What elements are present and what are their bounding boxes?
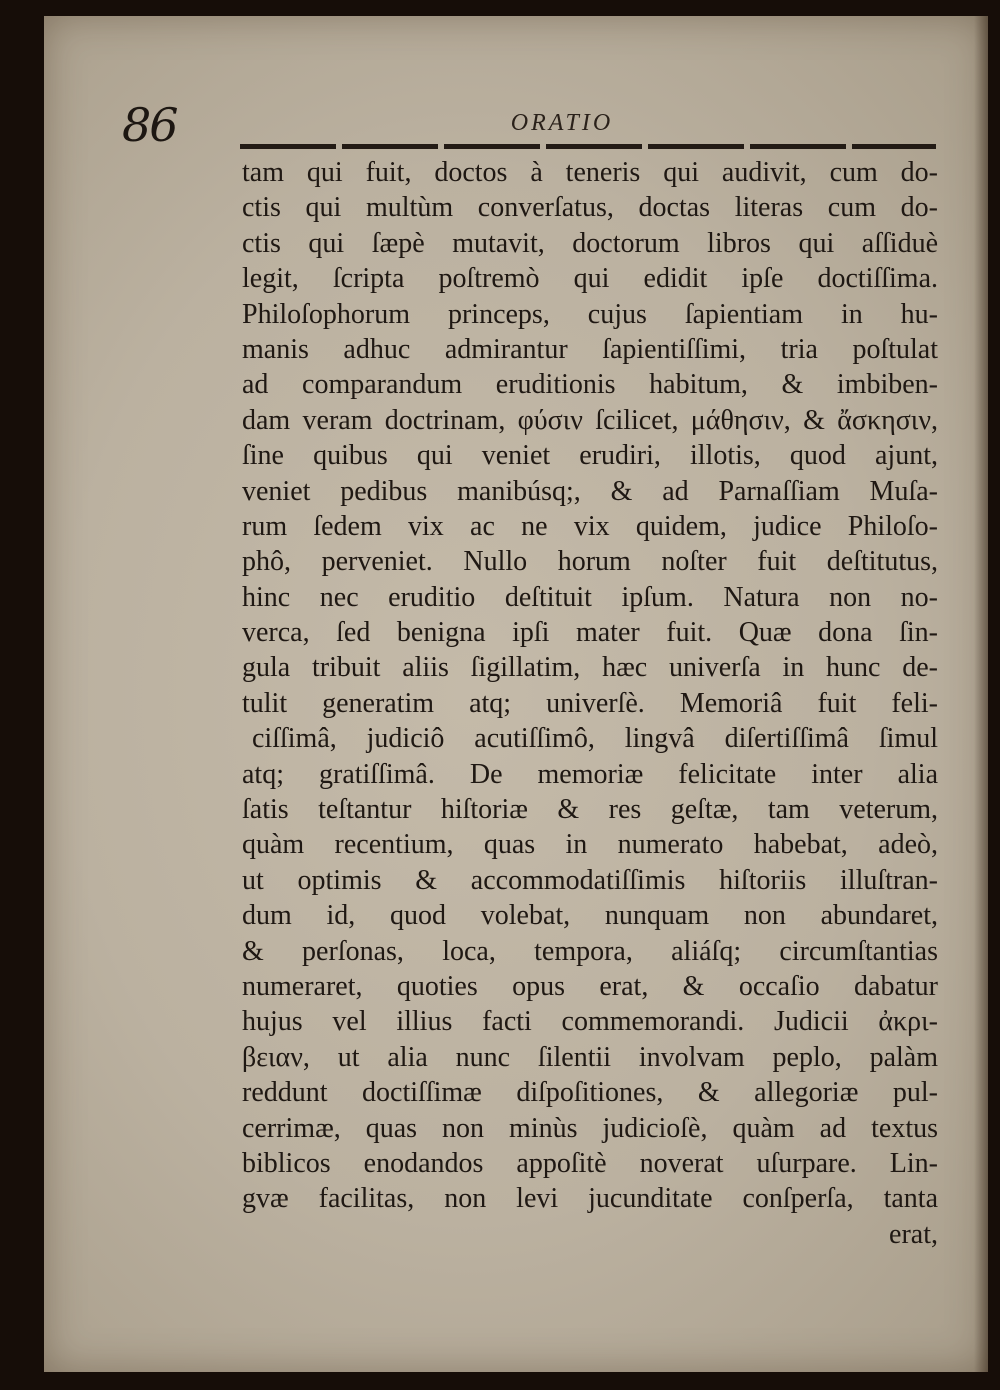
- text-line: ut optimis & accommodatiſſimis hiſtoriis illuſtran-: [242, 864, 938, 896]
- text-line: quàm recentium, quas in numerato habebat, adeò,: [242, 829, 938, 861]
- text-line: dum id, quod volebat, nunquam non abundaret,: [242, 900, 938, 932]
- text-line: gvæ facilitas, non levi jucunditate conſperſa, tanta: [242, 1183, 938, 1215]
- text-line: phô, perveniet. Nullo horum noſter fuit deſtitutus,: [242, 546, 938, 578]
- running-head: ORATIO: [510, 110, 614, 136]
- text-line: gula tribuit aliis ſigillatim, hæc univerſa in hunc de-: [242, 652, 938, 684]
- text-line: legit, ſcripta poſtremò qui edidit ipſe doctiſſima.: [242, 263, 938, 295]
- text-line: ctis qui multùm converſatus, doctas literas cum do-: [242, 192, 938, 224]
- page-edge-shadow: [974, 16, 988, 1372]
- text-line: & perſonas, loca, tempora, aliáſq; circumſtantias: [242, 935, 938, 967]
- text-line: reddunt doctiſſimæ diſpoſitiones, & allegoriæ pul-: [242, 1077, 938, 1109]
- text-line: Philoſophorum princeps, cujus ſapientiam in hu-: [242, 298, 938, 330]
- text-line: biblicos enodandos appoſitè noverat uſurpare. Lin-: [242, 1147, 938, 1179]
- page-number: 86: [122, 98, 177, 152]
- text-line: tulit generatim atq; univerſè. Memoriâ fuit feli-: [242, 687, 938, 719]
- text-line: ctis qui ſæpè mutavit, doctorum libros qui aſſiduè: [242, 227, 938, 259]
- text-line: manis adhuc admirantur ſapientiſſimi, tria poſtulat: [242, 333, 938, 365]
- body-text: [242, 155, 938, 1252]
- text-line: ſatis teſtantur hiſtoriæ & res geſtæ, tam veterum,: [242, 794, 938, 826]
- text-line: rum ſedem vix ac ne vix quidem, judice Philoſo-: [242, 510, 938, 542]
- text-line: tam qui fuit, doctos à teneris qui audivit, cum do-: [242, 157, 938, 188]
- book-page: [44, 16, 988, 1372]
- text-line: ſine quibus qui veniet erudiri, illotis, quod ajunt,: [242, 440, 938, 472]
- text-line: veniet pedibus manibúsq;, & ad Parnaſſiam Muſa-: [242, 475, 938, 507]
- text-line: ciſſimâ, judiciô acutiſſimô, lingvâ diſertiſſimâ ſimul: [252, 723, 938, 755]
- text-line: cerrimæ, quas non minùs judicioſè, quàm ad textus: [242, 1112, 938, 1144]
- text-line: hinc nec eruditio deſtituit ipſum. Natura non no-: [242, 581, 938, 613]
- text-line: verca, ſed benigna ipſi mater fuit. Quæ dona ſin-: [242, 617, 938, 649]
- text-line: βειαν, ut alia nunc ſilentii involvam peplo, palàm: [242, 1041, 938, 1073]
- text-line: ad comparandum eruditionis habitum, & imbiben-: [242, 369, 938, 401]
- text-line: dam veram doctrinam, φύσιν ſcilicet, μάθησιν, & ἄσκησιν,: [242, 404, 938, 436]
- text-line: numeraret, quoties opus erat, & occaſio dabatur: [242, 970, 938, 1002]
- text-line: hujus vel illius facti commemorandi. Judicii ἀκρι-: [242, 1006, 938, 1038]
- catchword: erat,: [889, 1218, 938, 1250]
- header-rule: [240, 144, 936, 149]
- text-line: atq; gratiſſimâ. De memoriæ felicitate inter alia: [242, 758, 938, 790]
